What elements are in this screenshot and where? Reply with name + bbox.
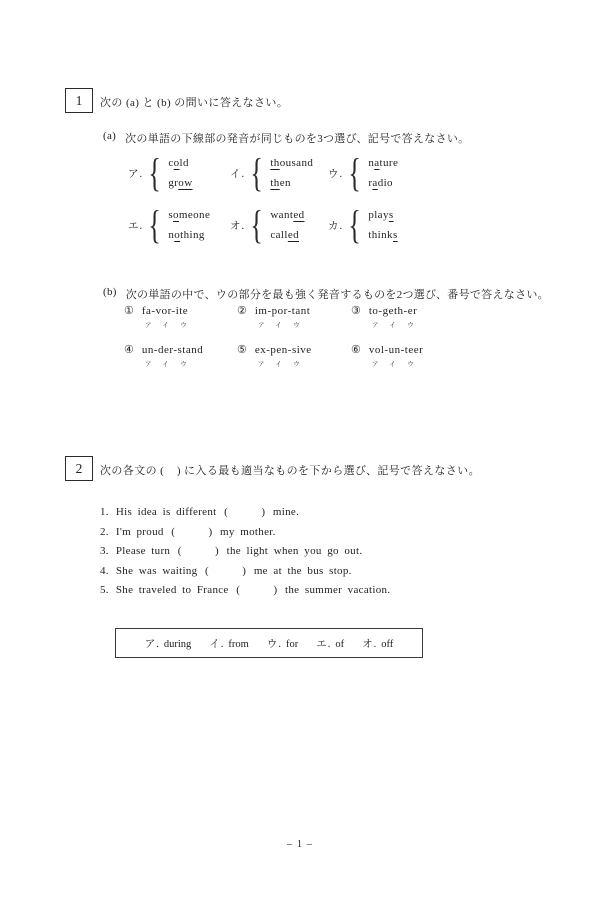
syllable-marks: アイウ [257,322,312,329]
choice-label: エ. [316,638,332,650]
part-a-instruction: 次の単語の下線部の発音が同じものを3つ選び、記号で答えなさい。 [125,133,470,145]
item-number: ④ [124,344,134,356]
word [368,225,397,245]
word-pre: gr [168,177,179,189]
page-number: – 1 – [287,839,313,850]
word-pre: think [368,229,393,241]
sentence-2 [100,523,390,543]
choices-box [115,628,423,658]
item-number: ① [124,305,134,317]
question-2-number-box [65,456,93,481]
item-word-column [142,305,198,329]
syllable-marks: アイウ [371,322,426,329]
brace-glyph: { [250,202,263,247]
stress-item-6 [351,344,425,368]
word-pre: c [168,157,174,169]
word-underlined: ed [287,229,299,241]
stress-item-2 [237,305,311,329]
choice-word: for [285,638,299,650]
item-number: ② [237,305,247,317]
stress-item-1 [124,305,198,329]
stress-item-4 [124,344,203,368]
word [368,153,398,173]
word [368,173,398,193]
syllable-word: fa-vor-ite [141,305,189,317]
question-1-number-box [65,88,93,113]
word-post: thing [180,229,205,241]
syllable-word: im-por-tant [254,305,311,317]
answer-blank: ( ) [224,506,266,518]
sentence-number: 5. [100,584,109,597]
choice-off [362,636,393,651]
item-number: ③ [351,305,361,317]
word-pre: s [168,209,174,221]
choice-label: オ. [362,638,378,650]
brace-glyph: { [250,150,263,195]
answer-blank: ( ) [171,525,213,538]
syllable-marks: アイウ [144,322,199,329]
question-2-number: 2 [75,460,83,476]
pronunciation-pair-ka [328,202,398,248]
pronunciation-pair-u [328,150,398,196]
pair-words [368,205,397,245]
pair-words [270,153,313,193]
item-number: ⑥ [351,344,361,356]
sentence-pre: She traveled to France [115,584,229,597]
part-b-label: (b) [103,286,117,298]
item-word-column [142,344,203,368]
word-post: ld [179,157,189,169]
sentence-post: the summer vacation. [284,584,391,597]
syllable-marks: アイウ [371,361,426,368]
word-underlined: s [388,209,394,221]
word-underlined: a [374,157,380,169]
sentence-number: 3. [100,545,109,558]
sentence-number: 2. [100,525,109,538]
word [270,173,313,193]
syllable-marks: アイウ [144,361,199,368]
word-post: en [279,177,291,189]
pair-words [168,205,210,245]
answer-blank: ( ) [205,564,247,577]
word-pre: n [368,157,375,169]
sentence-post: the light when you go out. [226,545,363,558]
sentence-4 [100,562,390,582]
stress-item-5 [237,344,312,368]
sentence-pre: I'm proud [115,525,164,538]
choice-word: of [335,638,345,650]
word-underlined: o [173,157,180,169]
syllable-word: ex-pen-sive [254,344,312,356]
choice-label: ウ. [266,638,282,650]
choice-word: off [381,638,394,650]
word-underlined: o [173,209,179,221]
word [168,225,210,245]
word [270,153,313,173]
word-post: ture [379,157,399,169]
item-word-column [369,344,425,368]
syllable-marks: アイウ [257,361,312,368]
word-underlined: ow [178,177,193,189]
pair-label: オ. [230,220,246,232]
sentence-pre: His idea is different [115,506,217,518]
item-word-column [255,344,312,368]
word [270,205,304,225]
sentence-3 [100,542,390,562]
pronunciation-pair-i [230,150,313,196]
sentence-list [100,503,390,601]
word-post: meone [178,209,211,221]
pronunciation-pair-a [128,150,193,196]
sentence-post: me at the bus stop. [253,564,352,577]
pair-label: ウ. [328,168,344,180]
pronunciation-pair-o [230,202,305,248]
question-2-instruction: 次の各文の ( ) に入る最も適当なものを下から選び、記号で答えなさい。 [100,465,480,477]
pair-words [168,153,192,193]
word-underlined: ed [293,209,305,221]
word [368,205,397,225]
pair-label: カ. [328,220,344,232]
word [168,173,192,193]
word-pre: call [270,229,288,241]
sentence-number: 4. [100,564,109,577]
item-word-column [255,305,311,329]
part-a-heading [103,130,469,146]
part-a-label: (a) [103,130,117,142]
item-word-column [369,305,425,329]
word [168,205,210,225]
choice-label: ア. [144,638,160,650]
brace-glyph: { [348,150,361,195]
pair-label: エ. [128,220,144,232]
answer-blank: ( ) [177,545,220,558]
word-underlined: th [270,157,280,169]
sentence-number: 1. [100,506,109,518]
word-post: dio [377,177,393,189]
word-underlined: a [372,177,378,189]
sentence-pre: Please turn [115,545,171,558]
word-pre: n [168,229,175,241]
word [168,153,192,173]
pair-label: ア. [128,168,144,180]
item-number: ⑤ [237,344,247,356]
brace-glyph: { [348,202,361,247]
sentence-post: mine. [272,506,300,518]
word-pre: r [368,177,373,189]
choice-from [209,636,249,651]
pronunciation-pair-e [128,202,210,248]
choice-word: during [163,638,192,650]
pair-words [368,153,398,193]
word-underlined: s [392,229,398,241]
word-underlined: th [270,177,280,189]
word [270,225,304,245]
question-1-instruction: 次の (a) と (b) の問いに答えなさい。 [100,97,289,109]
pair-label: イ. [230,168,246,180]
part-b-heading [103,286,549,302]
choice-for [267,636,298,651]
sentence-5 [100,581,390,601]
word-underlined: o [174,229,181,241]
word-post: ousand [279,157,314,169]
question-1-number: 1 [75,92,83,108]
choice-label: イ. [209,638,225,650]
word-pre: play [368,209,389,221]
sentence-1 [100,503,390,523]
answer-blank: ( ) [236,584,278,597]
syllable-word: to-geth-er [368,305,418,317]
brace-glyph: { [148,202,161,247]
choice-of [316,636,344,651]
part-b-instruction: 次の単語の中で、ウの部分を最も強く発音するものを2つ選び、番号で答えなさい。 [125,289,549,301]
sentence-pre: She was waiting [115,564,198,577]
stress-item-3 [351,305,425,329]
syllable-word: vol-un-teer [368,344,424,356]
choice-during [145,636,192,651]
word-pre: want [270,209,294,221]
brace-glyph: { [148,150,161,195]
choice-word: from [228,638,249,650]
sentence-post: my mother. [220,525,276,538]
syllable-word: un-der-stand [141,344,204,356]
pair-words [270,205,304,245]
